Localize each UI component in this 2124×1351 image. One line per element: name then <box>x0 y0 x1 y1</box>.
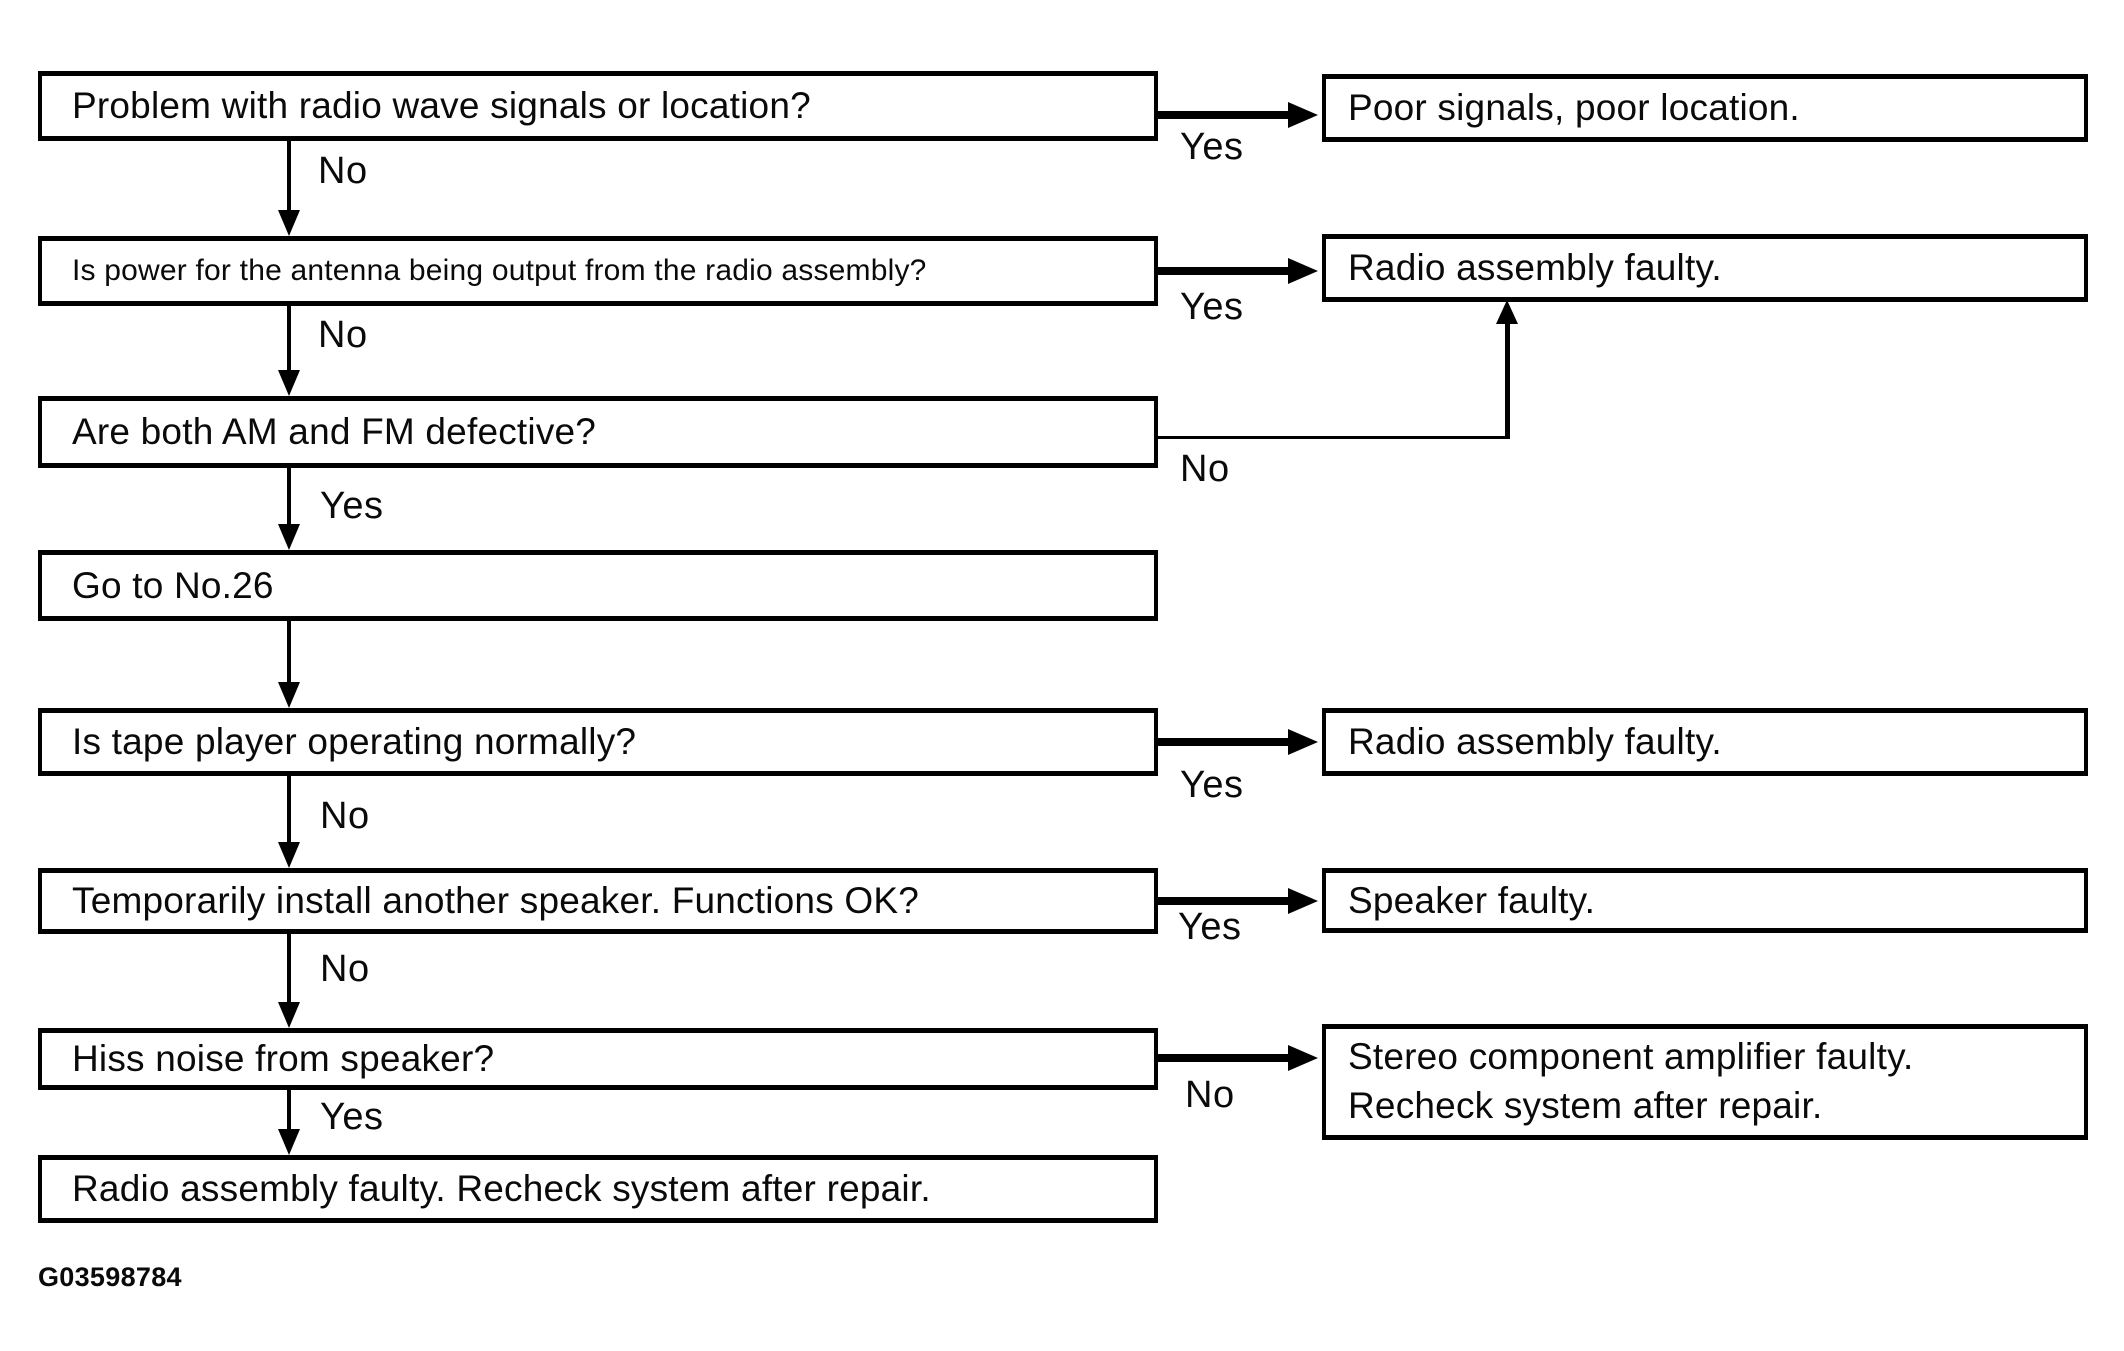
figure-id: G03598784 <box>38 1262 182 1292</box>
arrow-right-icon <box>1288 102 1318 128</box>
result-box-poor-signals <box>1322 74 2088 142</box>
edge-label-q6-yes: Yes <box>1178 906 1242 948</box>
flow-box-label: Are both AM and FM defective? <box>72 411 597 452</box>
arrow-up-icon <box>1496 300 1518 324</box>
arrow-line <box>287 934 291 1002</box>
edge-label-q7-yes: Yes <box>320 1096 384 1138</box>
result-box-label: Radio assembly faulty. <box>1348 247 1722 288</box>
edge-label-q5-yes: Yes <box>1180 764 1244 806</box>
arrow-down-icon <box>278 1129 300 1155</box>
arrow-line <box>287 468 291 524</box>
arrow-line <box>287 306 291 370</box>
flow-box-am-fm-defective <box>38 396 1158 468</box>
arrow-line <box>1158 1054 1292 1062</box>
arrow-down-icon <box>278 842 300 868</box>
arrow-line <box>1158 267 1292 275</box>
result-box-label: Radio assembly faulty. <box>1348 721 1722 762</box>
edge-label-q6-no: No <box>320 948 370 990</box>
flow-box-label: Temporarily install another speaker. Functions OK? <box>72 880 920 921</box>
flow-box-label: Problem with radio wave signals or location? <box>72 85 811 126</box>
arrow-down-icon <box>278 370 300 396</box>
flow-box-install-speaker <box>38 868 1158 934</box>
arrow-line <box>287 621 291 682</box>
edge-label-q5-no: No <box>320 795 370 837</box>
result-box-stereo-amplifier-faulty <box>1322 1024 2088 1140</box>
flow-box-radio-wave-problem <box>38 71 1158 141</box>
result-box-label-line2: Recheck system after repair. <box>1348 1085 1823 1126</box>
edge-label-q1-yes: Yes <box>1180 126 1244 168</box>
arrow-line <box>1158 897 1292 905</box>
arrow-line <box>1158 111 1292 119</box>
arrow-down-icon <box>278 210 300 236</box>
arrow-line <box>287 1090 291 1129</box>
flow-box-tape-player <box>38 708 1158 776</box>
arrow-line <box>287 776 291 842</box>
result-box-radio-assembly-faulty-2 <box>1322 708 2088 776</box>
arrow-right-icon <box>1288 258 1318 284</box>
arrow-line <box>287 141 291 210</box>
flow-box-label: Hiss noise from speaker? <box>72 1038 495 1079</box>
result-box-label-line1: Stereo component amplifier faulty. <box>1348 1036 1914 1078</box>
result-box-label: Speaker faulty. <box>1348 879 1596 921</box>
arrow-right-icon <box>1288 1045 1318 1071</box>
flow-box-label: Go to No.26 <box>72 564 274 606</box>
arrow-line-horizontal <box>1158 436 1510 439</box>
edge-label-q2-no: No <box>318 314 368 356</box>
arrow-down-icon <box>278 1002 300 1028</box>
arrow-right-icon <box>1288 888 1318 914</box>
flow-box-label: Radio assembly faulty. Recheck system after repair. <box>72 1168 931 1209</box>
edge-label-q2-yes: Yes <box>1180 286 1244 328</box>
flow-box-hiss-noise <box>38 1028 1158 1090</box>
edge-label-q1-no: No <box>318 150 368 192</box>
result-box-label: Poor signals, poor location. <box>1348 87 1800 128</box>
edge-label-q3-no: No <box>1180 448 1230 490</box>
edge-label-q3-yes: Yes <box>320 485 384 527</box>
flow-box-label: Is tape player operating normally? <box>72 721 637 762</box>
arrow-down-icon <box>278 682 300 708</box>
flow-box-label: Is power for the antenna being output from the radio assembly? <box>72 254 927 287</box>
flow-box-antenna-power <box>38 236 1158 306</box>
arrow-line <box>1158 738 1292 746</box>
arrow-down-icon <box>278 524 300 550</box>
result-box-radio-assembly-faulty-1 <box>1322 234 2088 302</box>
edge-label-q7-no: No <box>1185 1074 1235 1116</box>
arrow-right-icon <box>1288 729 1318 755</box>
arrow-line-vertical <box>1505 322 1510 439</box>
flow-box-go-to-no26 <box>38 550 1158 621</box>
result-box-speaker-faulty <box>1322 868 2088 933</box>
flow-box-radio-faulty-recheck <box>38 1155 1158 1223</box>
